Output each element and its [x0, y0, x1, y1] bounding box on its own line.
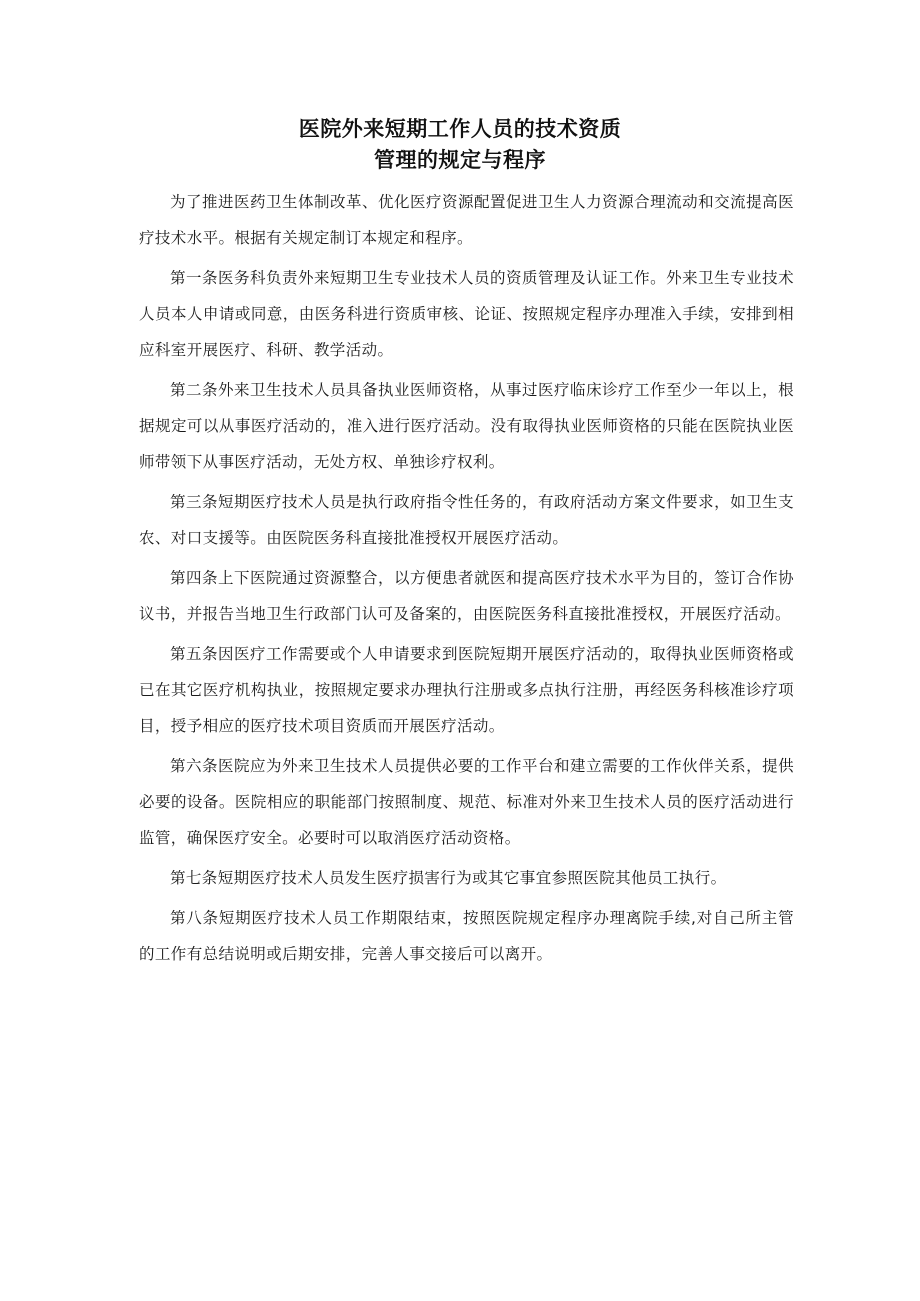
title-line-2: 管理的规定与程序 [374, 148, 546, 172]
document-title [0, 114, 920, 176]
paragraph-article-6: 第六条医院应为外来卫生技术人员提供必要的工作平台和建立需要的工作伙伴关系，提供必要的设备。医院相应的职能部门按照制度、规范、标准对外来卫生技术人员的医疗活动进行监管，确保医疗安全。必要时可以取消医疗活动资格。 [139, 757, 794, 847]
paragraph-article-2: 第二条外来卫生技术人员具备执业医师资格，从事过医疗临床诊疗工作至少一年以上，根据规定可以从事医疗活动的，准入进行医疗活动。没有取得执业医师资格的只能在医院执业医师带领下从事医疗活动，无处方权、单独诊疗权利。 [139, 381, 794, 471]
paragraph-article-7: 第七条短期医疗技术人员发生医疗损害行为或其它事宜参照医院其他员工执行。 [170, 869, 727, 887]
paragraph-preamble: 为了推进医药卫生体制改革、优化医疗资源配置促进卫生人力资源合理流动和交流提高医疗技术水平。根据有关规定制订本规定和程序。 [139, 193, 794, 247]
paragraph-article-5: 第五条因医疗工作需要或个人申请要求到医院短期开展医疗活动的，取得执业医师资格或已在其它医疗机构执业，按照规定要求办理执行注册或多点执行注册，再经医务科核准诊疗项目，授予相应的医疗技术项目资质而开展医疗活动。 [139, 645, 794, 735]
paragraph-article-4: 第四条上下医院通过资源整合，以方便患者就医和提高医疗技术水平为目的，签订合作协议书，并报告当地卫生行政部门认可及备案的，由医院医务科直接批准授权，开展医疗活动。 [139, 569, 794, 623]
document-body [139, 184, 794, 976]
title-line-1: 医院外来短期工作人员的技术资质 [298, 117, 622, 141]
paragraph-article-1: 第一条医务科负责外来短期卫生专业技术人员的资质管理及认证工作。外来卫生专业技术人员本人申请或同意，由医务科进行资质审核、论证、按照规定程序办理准入手续，安排到相应科室开展医疗、科研、教学活动。 [139, 269, 794, 359]
paragraph-article-8: 第八条短期医疗技术人员工作期限结束，按照医院规定程序办理离院手续,对自己所主管的工作有总结说明或后期安排，完善人事交接后可以离开。 [139, 909, 794, 963]
paragraph-article-3: 第三条短期医疗技术人员是执行政府指令性任务的，有政府活动方案文件要求，如卫生支农、对口支援等。由医院医务科直接批准授权开展医疗活动。 [139, 493, 794, 547]
